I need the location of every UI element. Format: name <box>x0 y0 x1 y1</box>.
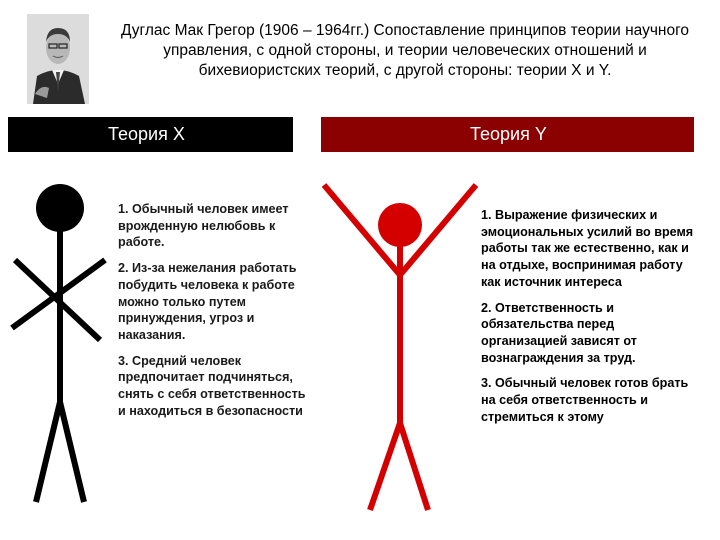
theory-y-figure-leg-right <box>400 423 428 510</box>
theory-x-points <box>118 201 313 428</box>
theory-y-points <box>481 207 695 434</box>
theory-x-point: 3. Средний человек предпочитает подчиняться, снять с себя ответственность и находиться в безопасности <box>118 353 306 418</box>
theory-y-point: 3. Обычный человек готов брать на себя ответственность и стремиться к этому <box>481 376 689 424</box>
theory-y-label: Теория Y <box>470 124 547 144</box>
theory-x-figure-head <box>36 184 84 232</box>
theory-y-figure-leg-left <box>370 423 400 510</box>
theory-x-point: 1. Обычный человек имеет врожденную нелюбовь к работе. <box>118 202 289 250</box>
theory-x-point: 2. Из-за нежелания работать побудить человека к работе можно только путем принуждения, угроз и наказания. <box>118 261 297 342</box>
theory-x-header <box>8 117 293 152</box>
theory-y-figure-head <box>378 203 422 247</box>
theory-x-label: Теория X <box>108 124 185 144</box>
page-title: Дуглас Мак Грегор (1906 – 1964гг.) Сопоставление принципов теории научного управления, с одной стороны, и теории человеческих отношений и бихевиористских теорий, с другой стороны: теории X и Y. <box>120 22 690 79</box>
theory-x-stick-figure <box>0 180 120 510</box>
theory-x-figure-leg-right <box>60 402 84 502</box>
theory-y-point: 1. Выражение физических и эмоциональных усилий во время работы так же естественно, как и на отдыхе, воспринимая работу как источник интереса <box>481 208 694 289</box>
portrait-image <box>27 14 89 104</box>
theory-y-header <box>321 117 694 152</box>
portrait-photo <box>27 14 89 104</box>
theory-x-figure-leg-left <box>36 402 60 502</box>
theory-y-stick-figure <box>310 175 490 520</box>
theory-y-point: 2. Ответственность и обязательства перед организацией зависят от вознаграждения за труд. <box>481 300 637 365</box>
